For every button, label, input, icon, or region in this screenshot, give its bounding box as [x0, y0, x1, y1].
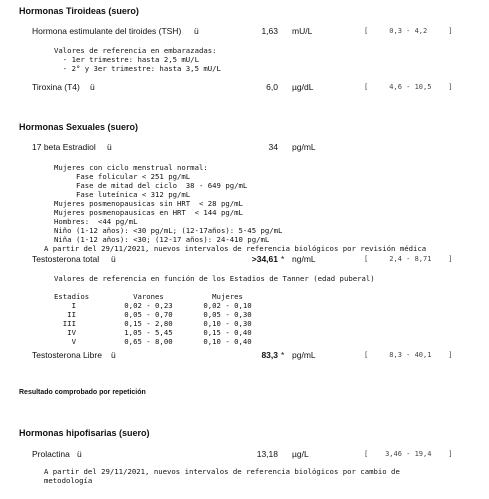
result-unit: µg/dL — [292, 82, 314, 92]
result-unit: µg/L — [292, 449, 309, 459]
reference-range: [ 4,6 - 10,5 ] — [364, 83, 453, 91]
pregnancy-reference-note: Valores de referencia en embarazadas: - 1er trimestre: hasta 2,5 mU/L - 2° y 3er trimestre: hasta 3,5 mU/L — [54, 46, 221, 73]
result-value: 13,18 — [256, 449, 278, 459]
section-title-sex-hormones: Hormonas Sexuales (suero) — [19, 122, 139, 132]
reference-range: [ 2,4 - 8,71 ] — [364, 255, 453, 263]
result-unit: mU/L — [292, 26, 313, 36]
result-value: 6,0 — [266, 82, 278, 92]
result-value: >34,61 — [251, 254, 278, 264]
result-value: 83,3 — [261, 350, 278, 360]
check-mark: ü — [107, 142, 112, 152]
check-mark: ü — [90, 82, 95, 92]
test-name: Testosterona total — [32, 254, 100, 264]
test-name: Tiroxina (T4) — [32, 82, 80, 92]
reference-range: [ 8,3 - 40,1 ] — [364, 351, 453, 359]
test-name: 17 beta Estradiol — [32, 142, 96, 152]
check-mark: ü — [77, 449, 82, 459]
result-unit: pg/mL — [292, 350, 316, 360]
test-name: Testosterona Libre — [32, 350, 102, 360]
check-mark: ü — [111, 254, 116, 264]
check-mark: ü — [194, 26, 199, 36]
tanner-table: Estadíos Varones Mujeres I 0,02 - 0,23 0,02 - 0,10 II 0,05 - 0,70 0,05 - 0,30 III 0,15 - 2,80 0,10 - 0,30 IV 1,05 - 5,45 0,15 - 0,40 V 0,65 - 8,00 0,10 - 0,40 — [54, 292, 252, 346]
result-unit: pg/mL — [292, 142, 316, 152]
result-value: 1,63 — [261, 26, 278, 36]
section-title-pituitary: Hormonas hipofisarias (suero) — [19, 428, 150, 438]
estradiol-reference-note: Mujeres con ciclo menstrual normal: Fase folicular < 251 pg/mL Fase de mitad del ciclo 38 - 649 pg/mL Fase luteínica < 312 pg/mL Mujeres posmenopausicas sin HRT < 28 pg/mL Mujeres posmenopausicas en HRT < 144 pg/mL Hombres: <44 pg/mL Niño (1-12 años): <30 pg/mL; (12-17años): 5-45 pg/mL Niña (1-12 años): <30; (12-17 años): 24-410 pg/mL — [54, 163, 283, 244]
test-name: Hormona estimulante del tiroides (TSH) — [32, 26, 182, 36]
result-value: 34 — [268, 142, 278, 152]
repeat-note: Resultado comprobado por repetición — [19, 389, 146, 396]
reference-range: [ 3,46 - 19,4 ] — [364, 450, 453, 458]
prolactin-method-note: A partir del 29/11/2021, nuevos intervalos de referencia biológicos por cambio de metodología — [44, 467, 400, 485]
check-mark: ü — [111, 350, 116, 360]
tanner-title: Valores de referencia en función de los Estadios de Tanner (edad puberal) — [54, 274, 375, 283]
test-name: Prolactina — [32, 449, 70, 459]
reference-range: [ 0,3 - 4,2 ] — [364, 27, 453, 35]
new-intervals-note: A partir del 29/11/2021, nuevos intervalos de referencia biológicos por revisión médica — [44, 244, 427, 253]
result-unit: ng/mL — [292, 254, 316, 264]
section-title-thyroid: Hormonas Tiroideas (suero) — [19, 6, 139, 16]
abnormal-flag: * — [281, 254, 285, 264]
abnormal-flag: * — [281, 350, 285, 360]
